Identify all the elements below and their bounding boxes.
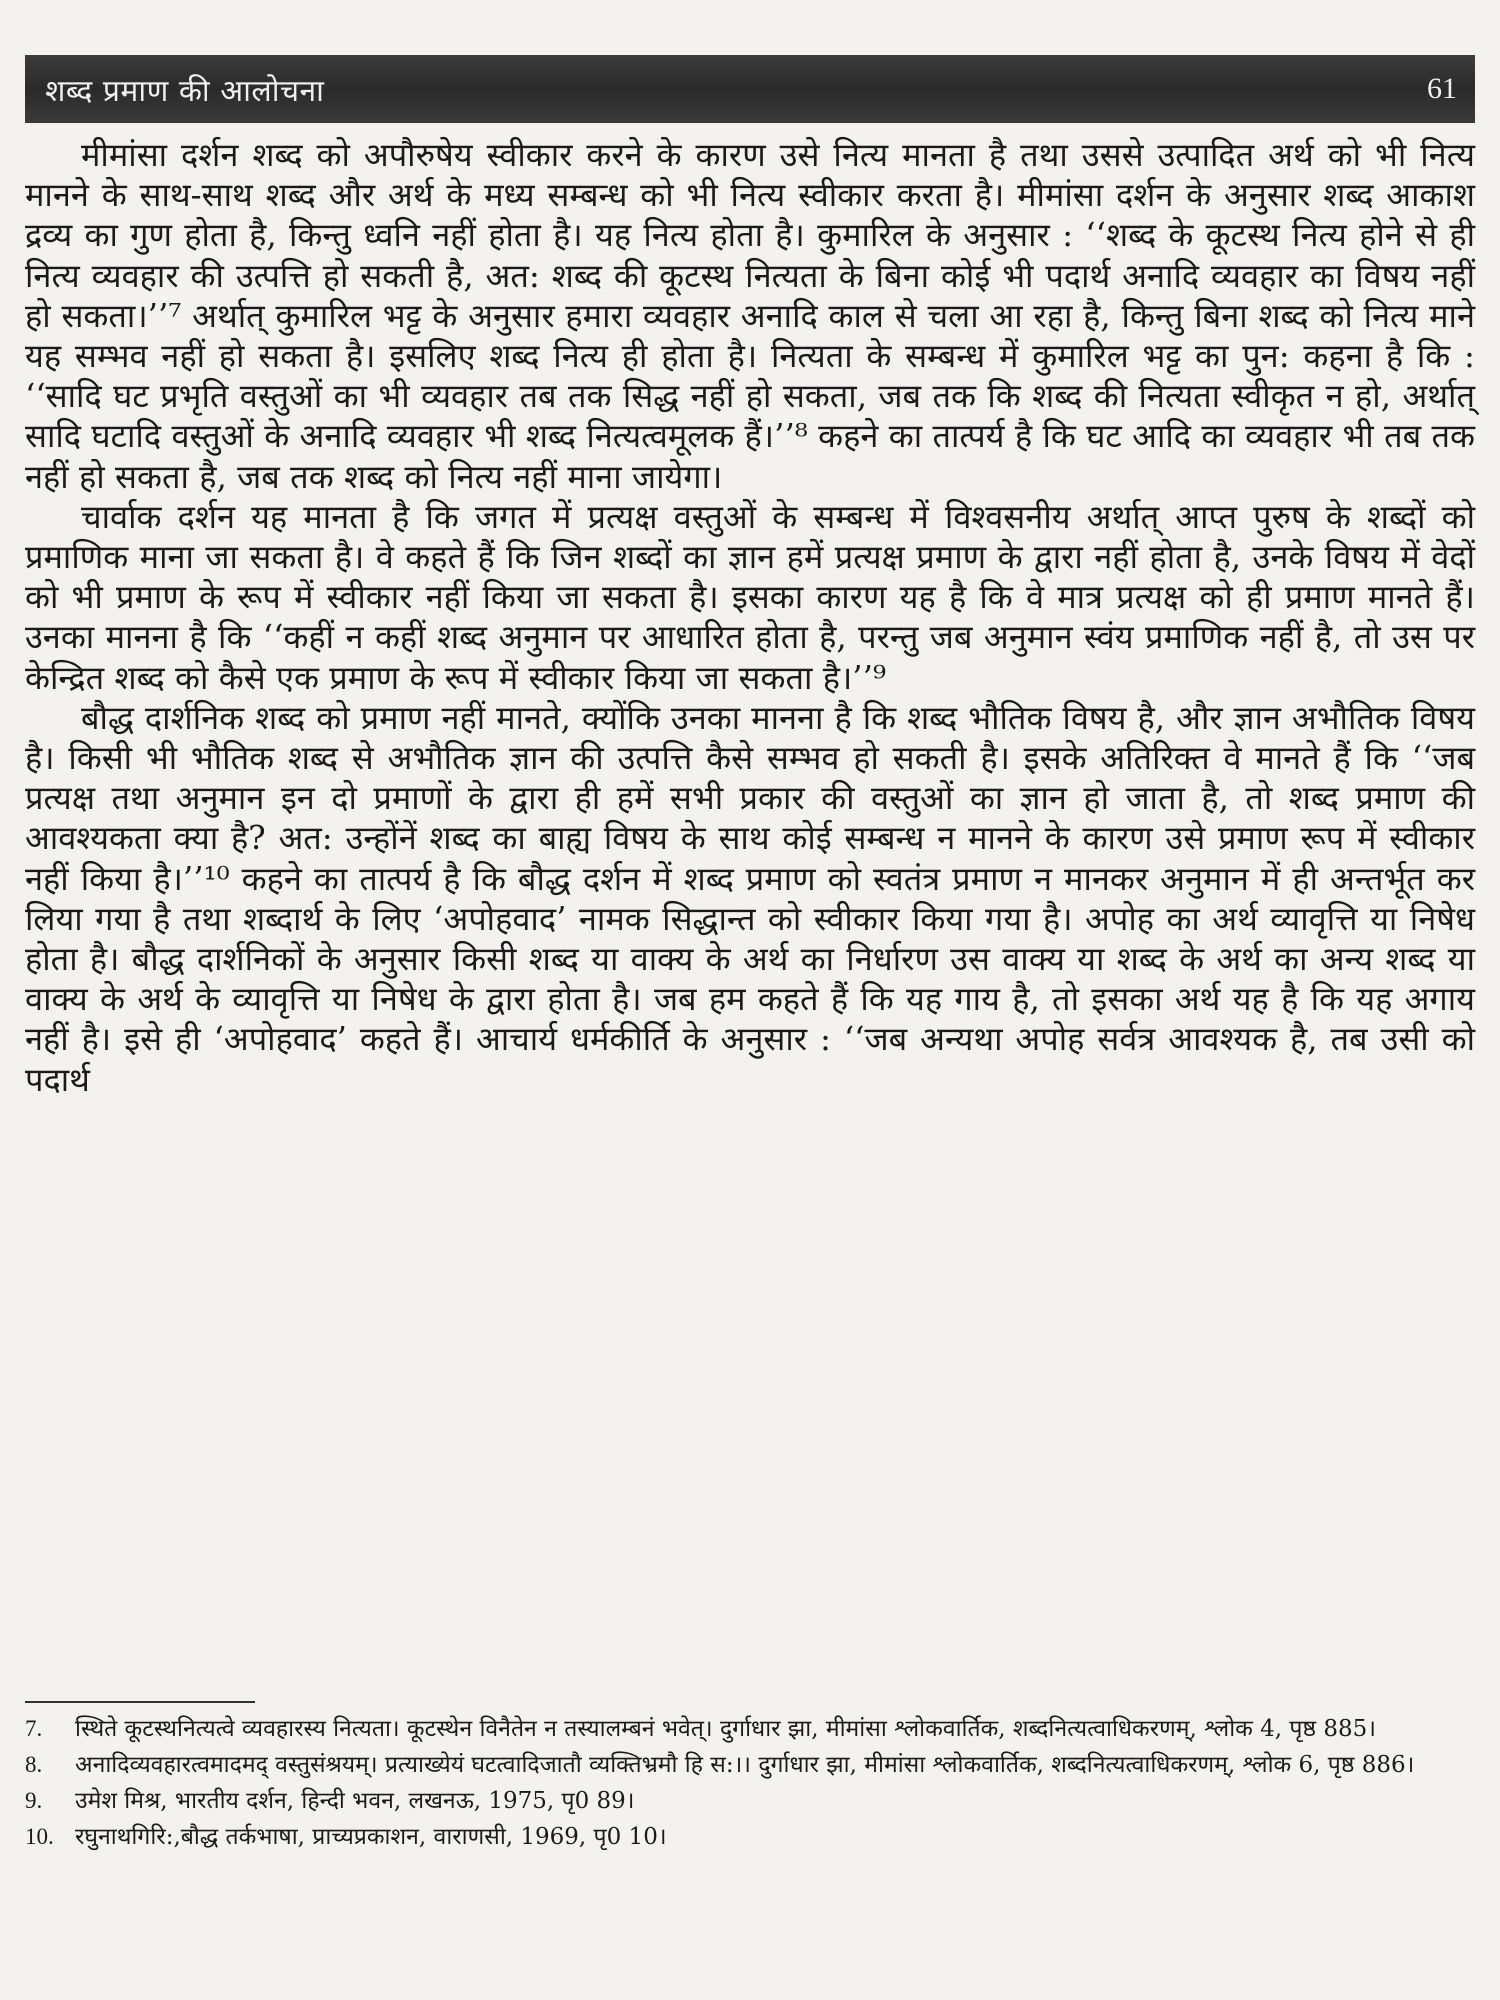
footnote-text: अनादिव्यवहारत्वमादमद् वस्तुसंश्रयम्। प्रत्याख्येयं घटत्वादिजातौ व्यक्तिभ्रमौ हि स:।। दुर्गाधार झा, मीमांसा श्लोकवार्तिक, शब्दनित्यत्वाधिकरणम्, श्लोक 6, पृष्ठ 886। — [75, 1752, 1415, 1778]
footnote-number: 8. — [25, 1752, 43, 1777]
paragraph-charvaka: चार्वाक दर्शन यह मानता है कि जगत में प्रत्यक्ष वस्तुओं के सम्बन्ध में विश्वसनीय अर्थात् आप्त पुरुष के शब्दों को प्रमाणिक माना जा सकता है। वे कहते हैं कि जिन शब्दों का ज्ञान हमें प्रत्यक्ष प्रमाण के द्वारा नहीं होता है, उनके विषय में वेदों को भी प्रमाण के रूप में स्वीकार नहीं किया जा सकता है। इसका कारण यह है कि वे मात्र प्रत्यक्ष को ही प्रमाण मानते हैं। उनका मानना है कि ‘‘कहीं न कहीं शब्द अनुमान पर आधारित होता है, परन्तु जब अनुमान स्वंय प्रमाणिक नहीं है, तो उस पर केन्द्रित शब्द को कैसे एक प्रमाण के रूप में स्वीकार किया जा सकता है।’’⁹ — [25, 497, 1475, 697]
chapter-title: शब्द प्रमाण की आलोचना — [45, 73, 325, 109]
body-text — [25, 135, 1475, 1100]
footnote-7 — [25, 1712, 1475, 1746]
page-number: 61 — [1427, 72, 1457, 105]
footnote-8 — [25, 1748, 1475, 1782]
footnote-number: 10. — [25, 1824, 54, 1849]
paragraph-bauddha: बौद्ध दार्शनिक शब्द को प्रमाण नहीं मानते, क्योंकि उनका मानना है कि शब्द भौतिक विषय है, और ज्ञान अभौतिक विषय है। किसी भी भौतिक शब्द से अभौतिक ज्ञान की उत्पत्ति कैसे सम्भव हो सकती है। इसके अतिरिक्त वे मानते हैं कि ‘‘जब प्रत्यक्ष तथा अनुमान इन दो प्रमाणों के द्वारा ही हमें सभी प्रकार की वस्तुओं का ज्ञान हो जाता है, तो शब्द प्रमाण की आवश्यकता क्या है? अत: उन्होंनें शब्द का बाह्य विषय के साथ कोई सम्बन्ध न मानने के कारण उसे प्रमाण रूप में स्वीकार नहीं किया है।’’¹⁰ कहने का तात्पर्य है कि बौद्ध दर्शन में शब्द प्रमाण को स्वतंत्र प्रमाण न मानकर अनुमान में ही अन्तर्भूत कर लिया गया है तथा शब्दार्थ के लिए ‘अपोहवाद’ नामक सिद्धान्त को स्वीकार किया गया है। अपोह का अर्थ व्यावृत्ति या निषेध होता है। बौद्ध दार्शनिकों के अनुसार किसी शब्द या वाक्य के अर्थ का निर्धारण उस वाक्य या शब्द के अर्थ का अन्य शब्द या वाक्य के अर्थ के व्यावृत्ति या निषेध के द्वारा होता है। जब हम कहते हैं कि यह गाय है, तो इसका अर्थ यह है कि यह अगाय नहीं है। इसे ही ‘अपोहवाद’ कहते हैं। आचार्य धर्मकीर्ति के अनुसार : ‘‘जब अन्यथा अपोह सर्वत्र आवश्यक है, तब उसी को पदार्थ — [25, 698, 1475, 1099]
paragraph-mimamsa: मीमांसा दर्शन शब्द को अपौरुषेय स्वीकार करने के कारण उसे नित्य मानता है तथा उससे उत्पादित अर्थ को भी नित्य मानने के साथ-साथ शब्द और अर्थ के मध्य सम्बन्ध को भी नित्य स्वीकार करता है। मीमांसा दर्शन के अनुसार शब्द आकाश द्रव्य का गुण होता है, किन्तु ध्वनि नहीं होता है। यह नित्य होता है। कुमारिल के अनुसार : ‘‘शब्द के कूटस्थ नित्य होने से ही नित्य व्यवहार की उत्पत्ति हो सकती है, अत: शब्द की कूटस्थ नित्यता के बिना कोई भी पदार्थ अनादि व्यवहार का विषय नहीं हो सकता।’’⁷ अर्थात् कुमारिल भट्ट के अनुसार हमारा व्यवहार अनादि काल से चला आ रहा है, किन्तु बिना शब्द को नित्य माने यह सम्भव नहीं हो सकता है। इसलिए शब्द नित्य ही होता है। नित्यता के सम्बन्ध में कुमारिल भट्ट का पुन: कहना है कि : ‘‘सादि घट प्रभृति वस्तुओं का भी व्यवहार तब तक सिद्ध नहीं हो सकता, जब तक कि शब्द की नित्यता स्वीकृत न हो, अर्थात् सादि घटादि वस्तुओं के अनादि व्यवहार भी शब्द नित्यत्वमूलक हैं।’’⁸ कहने का तात्पर्य है कि घट आदि का व्यवहार भी तब तक नहीं हो सकता है, जब तक शब्द को नित्य नहीं माना जायेगा। — [25, 136, 1475, 496]
footnote-number: 7. — [25, 1716, 43, 1741]
footnote-number: 9. — [25, 1788, 43, 1813]
footnote-9 — [25, 1784, 1475, 1818]
footnote-text: उमेश मिश्र, भारतीय दर्शन, हिन्दी भवन, लखनऊ, 1975, पृ0 89। — [75, 1788, 635, 1814]
footnote-divider — [25, 1701, 255, 1703]
footnotes — [25, 1712, 1475, 1854]
running-header — [25, 55, 1475, 123]
footnote-text: स्थिते कूटस्थनित्यत्वे व्यवहारस्य नित्यता। कूटस्थेन विनैतेन न तस्यालम्बनं भवेत्। दुर्गाधार झा, मीमांसा श्लोकवार्तिक, शब्दनित्यत्वाधिकरणम्, श्लोक 4, पृष्ठ 885। — [75, 1716, 1376, 1742]
footnote-10 — [25, 1820, 1475, 1854]
footnote-text: रघुनाथगिरि:,बौद्ध तर्कभाषा, प्राच्यप्रकाशन, वाराणसी, 1969, पृ0 10। — [75, 1824, 667, 1850]
